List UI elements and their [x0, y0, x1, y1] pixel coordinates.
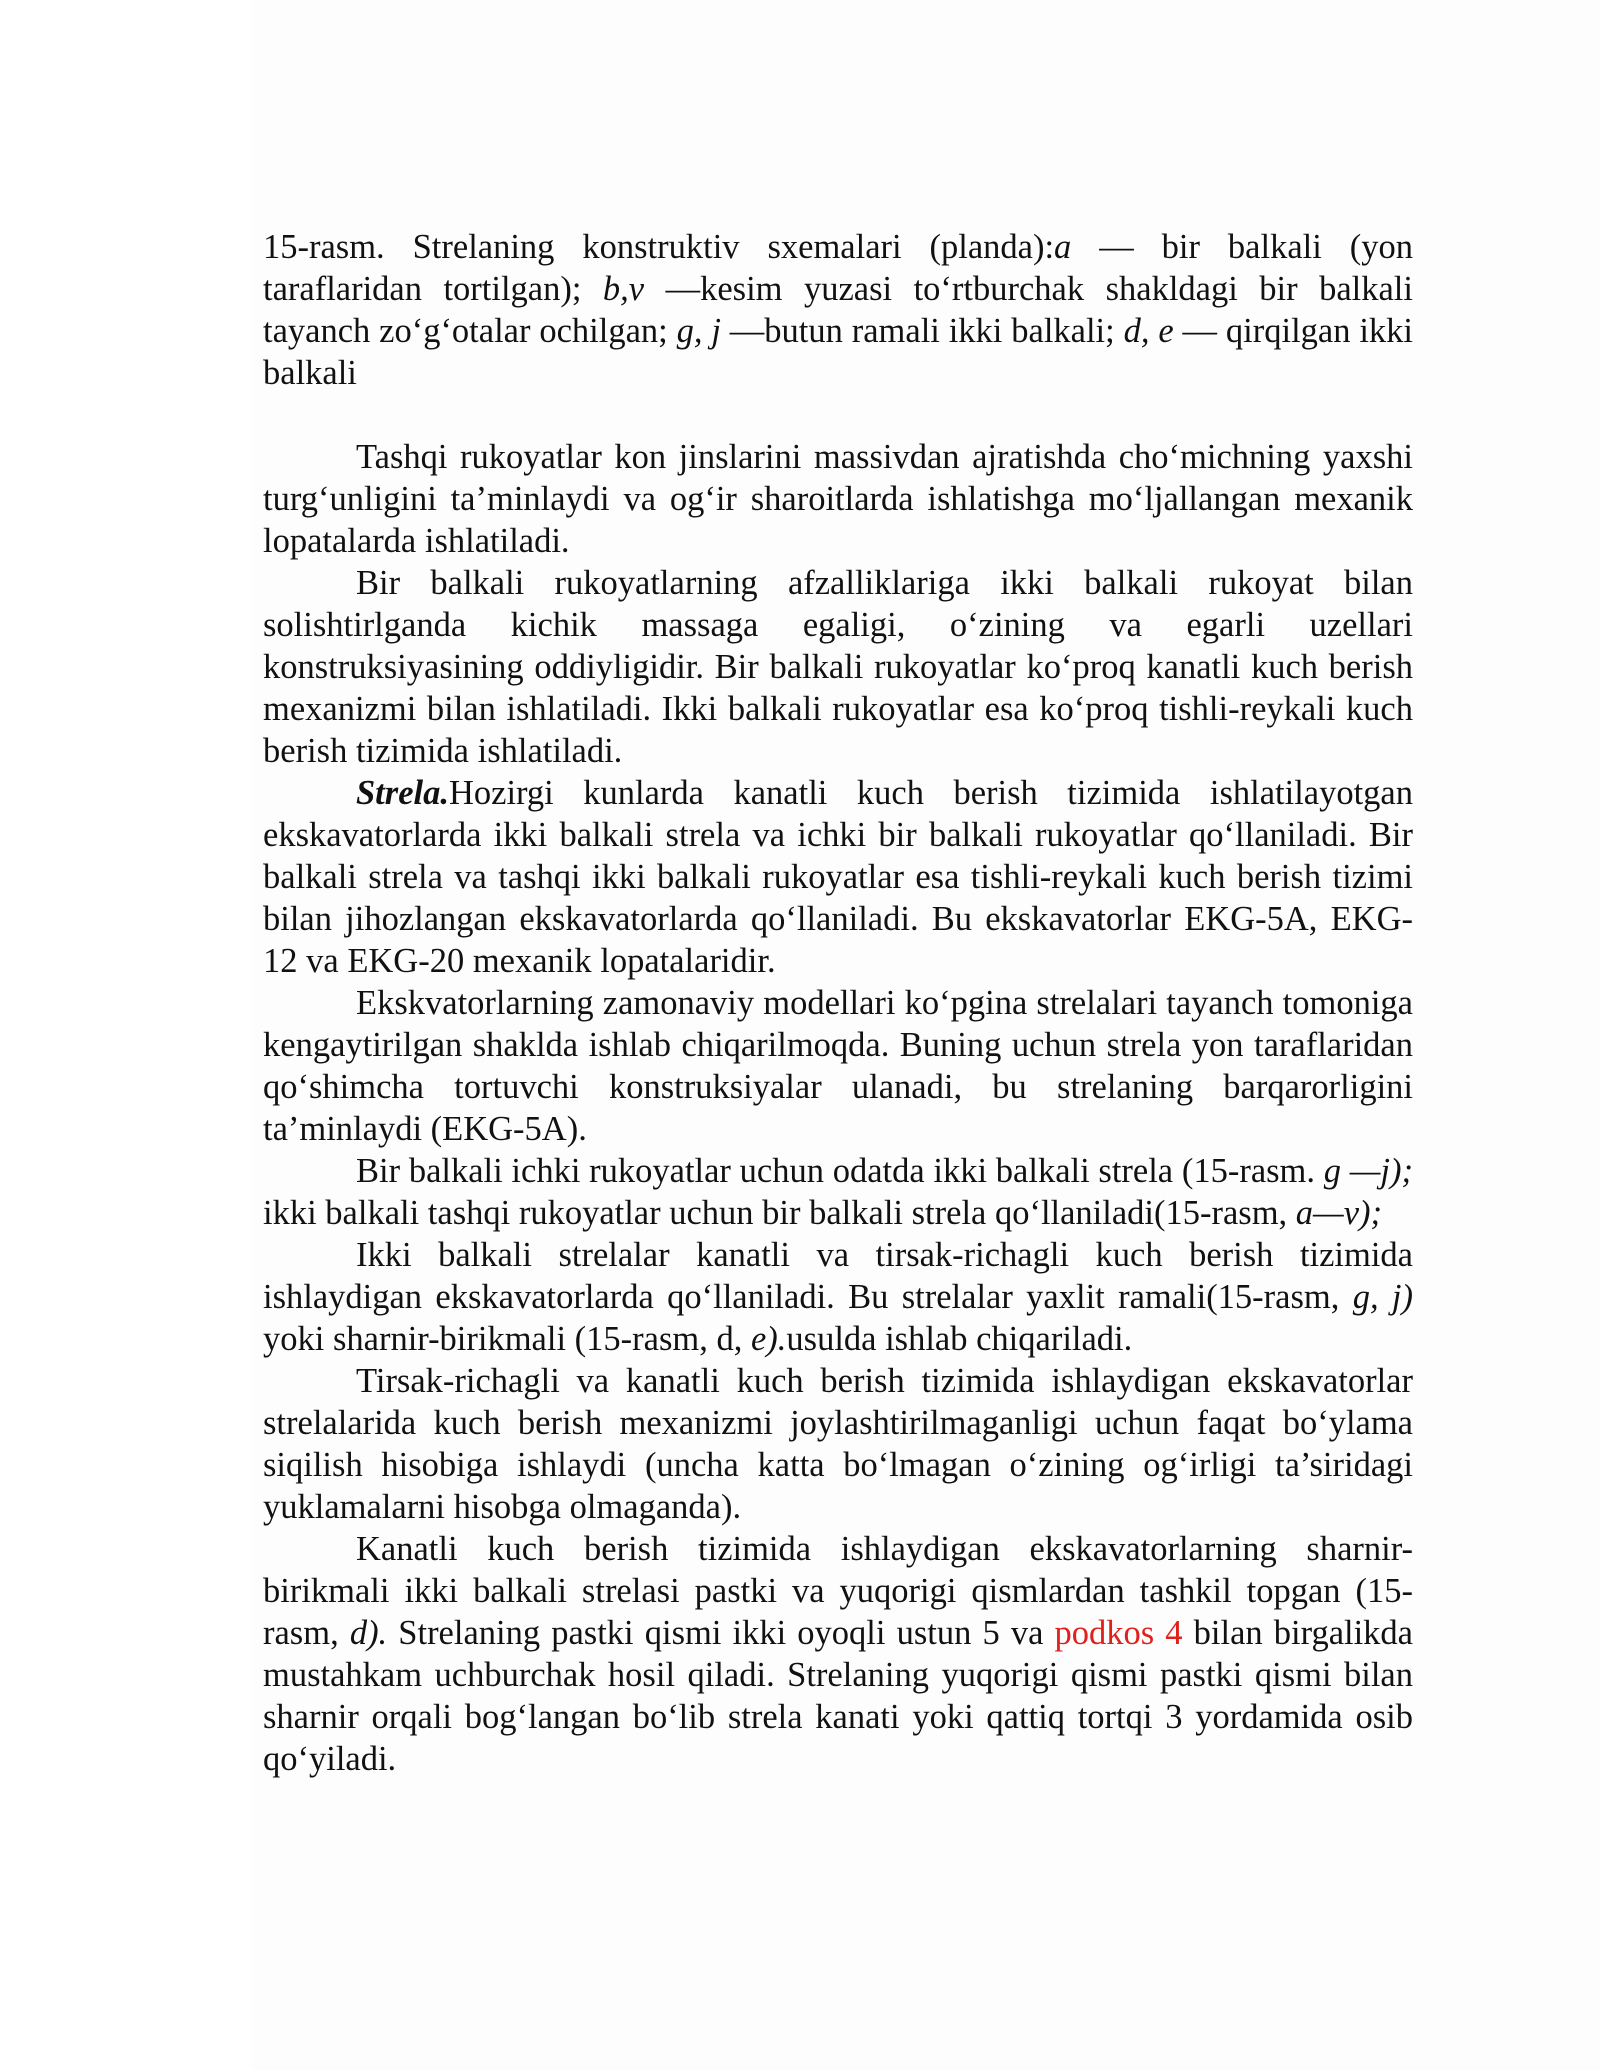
- blank-line: [263, 394, 1413, 436]
- caption-text: 15-rasm. Strelaning konstruktiv sxemalari (planda):: [263, 228, 1055, 266]
- caption-text: —kesim yuzasi to‘rtburchak shakldagi bir balkali tayanch zo‘g‘otalar ochilgan;: [263, 270, 1413, 350]
- paragraph-tirsak-richagli: Tirsak-richagli va kanatli kuch berish tizimida ishlaydigan ekskavatorlar strelalarida kuch berish mexanizmi joylashtirilmaganligi uchun faqat bo‘ylama siqilish hisobiga ishlaydi (uncha katta bo‘lmagan o‘zining og‘irligi ta’siridagi yuklamalarni hisobga olmaganda).: [263, 1362, 1413, 1526]
- paragraph-text: Hozirgi kunlarda kanatli kuch berish tizimida ishlatilayotgan ekskavatorlarda ikki balkali strela va ichki bir balkali rukoyatlar qo‘llaniladi. Bir balkali strela va tashqi ikki balkali rukoyatlar esa tishli-reykali kuch berish tizimi bilan jihozlangan ekskavatorlarda qo‘llaniladi. Bu ekskavatorlar EKG-5A, EKG-12 va EKG-20 mexanik lopatalaridir.: [263, 774, 1413, 980]
- paragraph-text: Strelaning pastki qismi ikki oyoqli ustun 5 va: [387, 1614, 1055, 1652]
- caption-italic: d, e: [1123, 312, 1174, 350]
- document-body: [263, 226, 1413, 1780]
- figure-reference: d).: [349, 1614, 388, 1652]
- paragraph-bir-balkali-rukoyatlar: Bir balkali rukoyatlarning afzalliklariga ikki balkali rukoyat bilan solishtirlganda kichik massaga egaligi, o‘zining va egarli uzellari konstruksiyasining oddiyligidir. Bir balkali rukoyatlar ko‘proq kanatli kuch berish mexanizmi bilan ishlatiladi. Ikki balkali rukoyatlar esa ko‘proq tishli-reykali kuch berish tizimida ishlatiladi.: [263, 564, 1413, 770]
- paragraph-text: Bir balkali ichki rukoyatlar uchun odatda ikki balkali strela (15-rasm.: [356, 1152, 1324, 1190]
- caption-italic: a: [1054, 228, 1072, 266]
- paragraph-ichki-rukoyatlar: [263, 1150, 1413, 1234]
- strela-heading: Strela.: [356, 774, 449, 812]
- caption-italic: b,v: [602, 270, 645, 308]
- figure-reference: g —j);: [1323, 1152, 1413, 1190]
- paragraph-strela: [263, 772, 1413, 982]
- figure-reference: e).: [750, 1320, 787, 1358]
- caption-text: — qirqilgan ikki balkali: [263, 312, 1413, 392]
- caption-text: —butun ramali ikki balkali;: [720, 312, 1124, 350]
- figure-reference: a—v);: [1295, 1194, 1383, 1232]
- figure-caption: [263, 226, 1413, 394]
- caption-text: — bir balkali (yon taraflaridan tortilgan);: [263, 228, 1413, 308]
- paragraph-text: ikki balkali tashqi rukoyatlar uchun bir balkali strela qo‘llaniladi(15-rasm,: [263, 1194, 1296, 1232]
- paragraph-text: bilan birgalikda mustahkam uchburchak hosil qiladi. Strelaning yuqorigi qismi pastki qismi bilan sharnir orqali bog‘langan bo‘lib strela kanati yoki qattiq tortqi 3 yordamida osib qo‘yiladi.: [263, 1614, 1413, 1778]
- caption-italic: g, j: [676, 312, 721, 350]
- paragraph-tashqi-rukoyatlar: Tashqi rukoyatlar kon jinslarini massivdan ajratishda cho‘michning yaxshi turg‘unligini ta’minlaydi va og‘ir sharoitlarda ishlatishga mo‘ljallangan mexanik lopatalarda ishlatiladi.: [263, 438, 1413, 560]
- figure-reference: g, j): [1352, 1278, 1413, 1316]
- paragraph-text: yoki sharnir-birikmali (15-rasm, d,: [263, 1320, 751, 1358]
- paragraph-zamonaviy-modellar: Ekskvatorlarning zamonaviy modellari ko‘pgina strelalari tayanch tomoniga kengaytirilgan shaklda ishlab chiqarilmoqda. Buning uchun strela yon taraflaridan qo‘shimcha tortuvchi konstruksiyalar ulanadi, bu strelaning barqarorligini ta’minlaydi (EKG-5A).: [263, 984, 1413, 1148]
- paragraph-text: Ikki balkali strelalar kanatli va tirsak-richagli kuch berish tizimida ishlaydigan ekskavatorlarda qo‘llaniladi. Bu strelalar yaxlit ramali(15-rasm,: [263, 1236, 1413, 1316]
- highlighted-term: podkos 4: [1054, 1614, 1183, 1652]
- paragraph-text: usulda ishlab chiqariladi.: [786, 1320, 1133, 1358]
- paragraph-sharnir-birikmali: [263, 1528, 1413, 1780]
- paragraph-ikki-balkali-strelalar: [263, 1234, 1413, 1360]
- paragraph-text: Kanatli kuch berish tizimida ishlaydigan ekskavatorlarning sharnir-birikmali ikki balkali strelasi pastki va yuqorigi qismlardan tashkil topgan (15-rasm,: [263, 1530, 1413, 1652]
